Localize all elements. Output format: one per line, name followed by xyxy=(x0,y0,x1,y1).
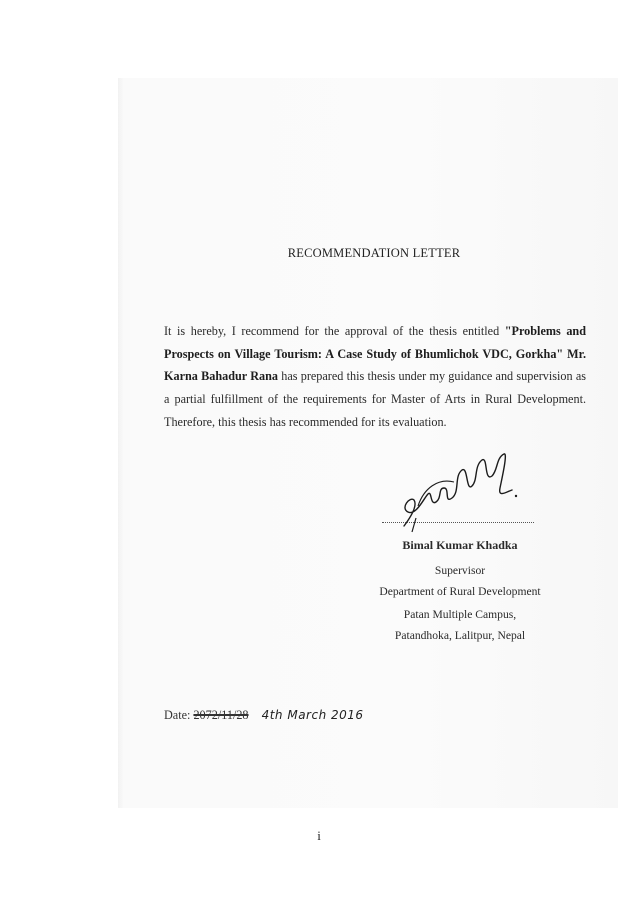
date-label: Date: xyxy=(164,708,191,722)
struck-date: 2072/11/28 xyxy=(193,708,249,722)
supervisor-role: Supervisor xyxy=(434,564,486,577)
student-name: Mr. Karna Bahadur Rana xyxy=(164,346,587,384)
thesis-title: "Problems and Prospects on Village Tourism: A Case Study of Bhumlichok VDC, Gorkha" xyxy=(164,324,586,361)
supervisor-block xyxy=(360,538,560,644)
body-intro: It is hereby, I recommend for the approval of the thesis entitled xyxy=(164,324,505,338)
letter-body xyxy=(164,320,586,434)
handwritten-date: 4th March 2016 xyxy=(261,708,364,722)
supervisor-name: Bimal Kumar Khadka xyxy=(402,538,518,552)
letter-title: RECOMMENDATION LETTER xyxy=(287,246,461,260)
body-rest: has prepared this thesis under my guidance and supervision as a partial fulfillment of the requirements for Master of Arts in Rural Development. Therefore, this thesis has recommended for its evaluation. xyxy=(164,369,586,429)
date-line xyxy=(164,708,364,723)
campus-name: Patan Multiple Campus, xyxy=(403,608,517,621)
campus-address: Patandhoka, Lalitpur, Nepal xyxy=(394,629,526,642)
page-number: i xyxy=(317,828,321,843)
scanned-page-background xyxy=(118,78,618,808)
supervisor-department: Department of Rural Development xyxy=(379,585,541,598)
signature-line xyxy=(382,522,534,523)
